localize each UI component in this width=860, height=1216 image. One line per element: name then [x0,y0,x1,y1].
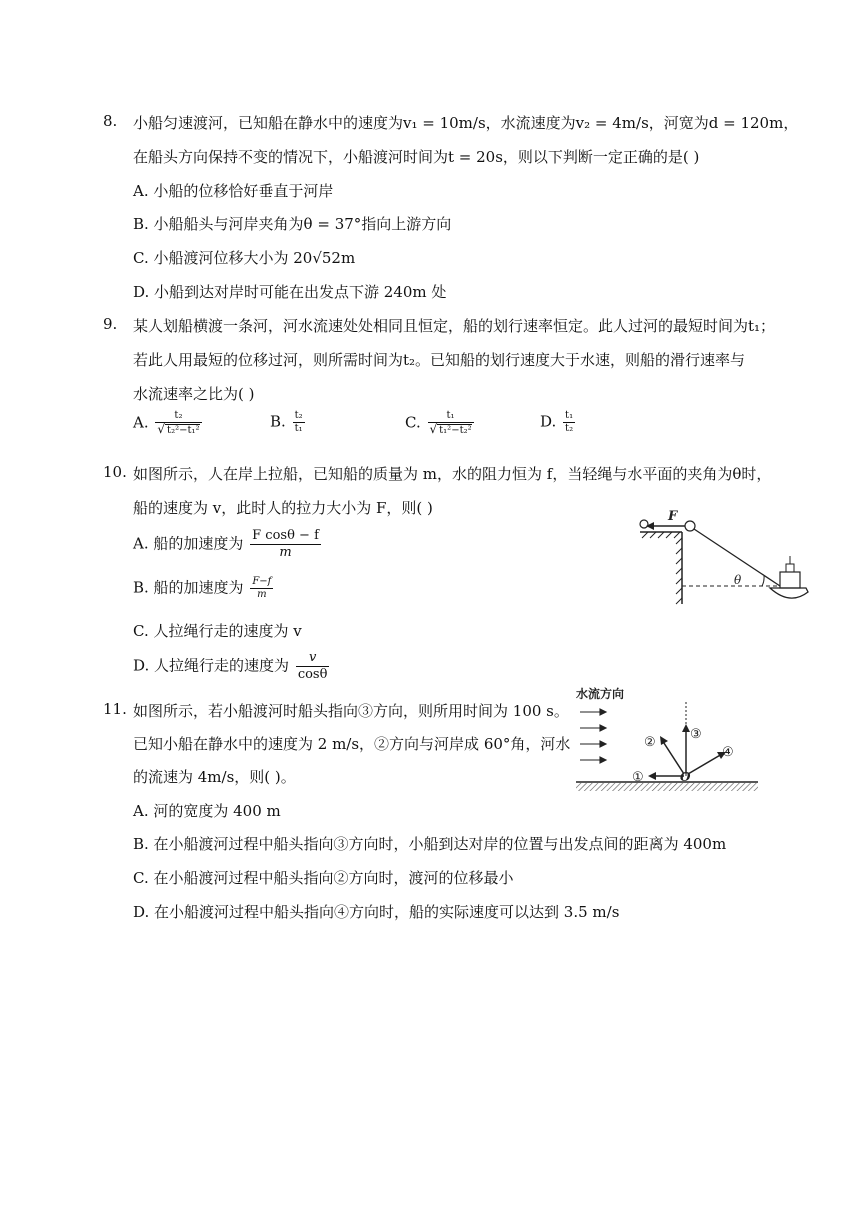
water-flow-arrows [580,709,606,763]
q9-stem-line2: 若此人用最短的位移过河，则所需时间为t₂。已知船的划行速度大于水速，则船的滑行速率与 [133,351,746,369]
q8-option-d[interactable]: D. 小船到达对岸时可能在出发点下游 240m 处 [133,283,447,301]
q10-stem-line1: 如图所示，人在岸上拉船，已知船的质量为 m，水的阻力恒为 f，当轻绳与水平面的夹角为θ时， [133,465,772,483]
q8-option-b[interactable]: B. 小船船头与河岸夹角为θ = 37°指向上游方向 [133,215,452,233]
q10-number: 10. [103,463,127,481]
q8-number: 8. [103,112,118,130]
q9-option-b-fraction: $\frac{\text{t₂}}{\text{t₁}}$ [294,410,303,434]
q9-number: 9. [103,315,118,333]
pulley-icon [685,521,695,531]
q9-option-c[interactable]: C. $\frac{\text{t₁}}{\text{√ t₁²−t₂²}}$ [405,410,472,436]
q10-figure [630,508,810,608]
svg-text:θ: θ [734,573,742,587]
q10-stem-line2: 船的速度为 v，此时人的拉力大小为 F，则( ) [133,499,433,517]
q11-number: 11. [103,700,127,718]
q11-option-b[interactable]: B. 在小船渡河过程中船头指向③方向时，小船到达对岸的位置与出发点间的距离为 400m [133,835,727,853]
q11-stem-line3: 的流速为 4m/s，则( )。 [133,768,296,786]
q10-option-b[interactable]: B. 船的加速度为 $\frac{F-f}{m}$ [133,576,272,600]
svg-text:F: F [668,509,678,524]
q8-stem-line1: 小船匀速渡河，已知船在静水中的速度为v₁ = 10m/s，水流速度为v₂ = 4m/s，河宽为d = 120m， [133,114,799,132]
q10-option-a[interactable]: A. 船的加速度为 $\frac{\text{F cosθ − f}}{m}$ [133,528,319,560]
q9-option-a[interactable]: A. $\frac{\text{t₂}}{\text{√ t₂²−t₁²}}$ [133,410,200,436]
q9-option-a-fraction: $\frac{\text{t₂}}{\text{√ t₂²−t₁²}}$ [157,410,200,436]
svg-text:④: ④ [722,745,734,760]
q11-option-d[interactable]: D. 在小船渡河过程中船头指向④方向时，船的实际速度可以达到 3.5 m/s [133,903,620,921]
q11-stem-line2: 已知小船在静水中的速度为 2 m/s，②方向与河岸成 60°角，河水 [133,735,571,753]
svg-text:③: ③ [690,727,702,742]
q8-stem-line2: 在船头方向保持不变的情况下，小船渡河时间为t = 20s，则以下判断一定正确的是( ) [133,148,700,166]
q9-option-d-fraction: $\frac{\text{t₁}}{\text{t₂}}$ [565,410,574,434]
q11-option-c[interactable]: C. 在小船渡河过程中船头指向②方向时，渡河的位移最小 [133,869,514,887]
q11-option-a[interactable]: A. 河的宽度为 400 m [133,802,281,820]
q11-stem-line1: 如图所示，若小船渡河时船头指向③方向，则所用时间为 100 s。 [133,702,569,720]
svg-text:①: ① [632,770,644,785]
q9-stem-line1: 某人划船横渡一条河，河水流速处处相同且恒定，船的划行速率恒定。此人过河的最短时间为t₁； [133,317,776,335]
river-bank [576,783,758,791]
svg-text:水流方向: 水流方向 [576,687,625,701]
svg-text:②: ② [644,735,656,750]
person-icon [640,520,648,528]
q9-stem-line3: 水流速率之比为( ) [133,385,255,403]
boat-icon [770,556,808,598]
q10-option-a-fraction: $\frac{\text{F cosθ − f}}{m}$ [252,528,319,560]
q10-option-c[interactable]: C. 人拉绳行走的速度为 v [133,622,302,640]
q8-option-a[interactable]: A. 小船的位移恰好垂直于河岸 [133,182,334,200]
q10-option-d-fraction: $\frac{v}{\cos\theta}$ [297,650,328,682]
q9-option-b[interactable]: B. $\frac{\text{t₂}}{\text{t₁}}$ [270,410,303,434]
q10-option-d[interactable]: D. 人拉绳行走的速度为 $\frac{v}{\cos\theta}$ [133,650,328,682]
q8-option-c[interactable]: C. 小船渡河位移大小为 20√52m [133,249,356,267]
q11-figure [572,684,760,796]
q9-option-c-fraction: $\frac{\text{t₁}}{\text{√ t₁²−t₂²}}$ [429,410,472,436]
q10-option-b-fraction: $\frac{F-f}{m}$ [252,576,272,600]
svg-text:O: O [680,770,691,784]
q9-option-d[interactable]: D. $\frac{\text{t₁}}{\text{t₂}}$ [540,410,574,434]
